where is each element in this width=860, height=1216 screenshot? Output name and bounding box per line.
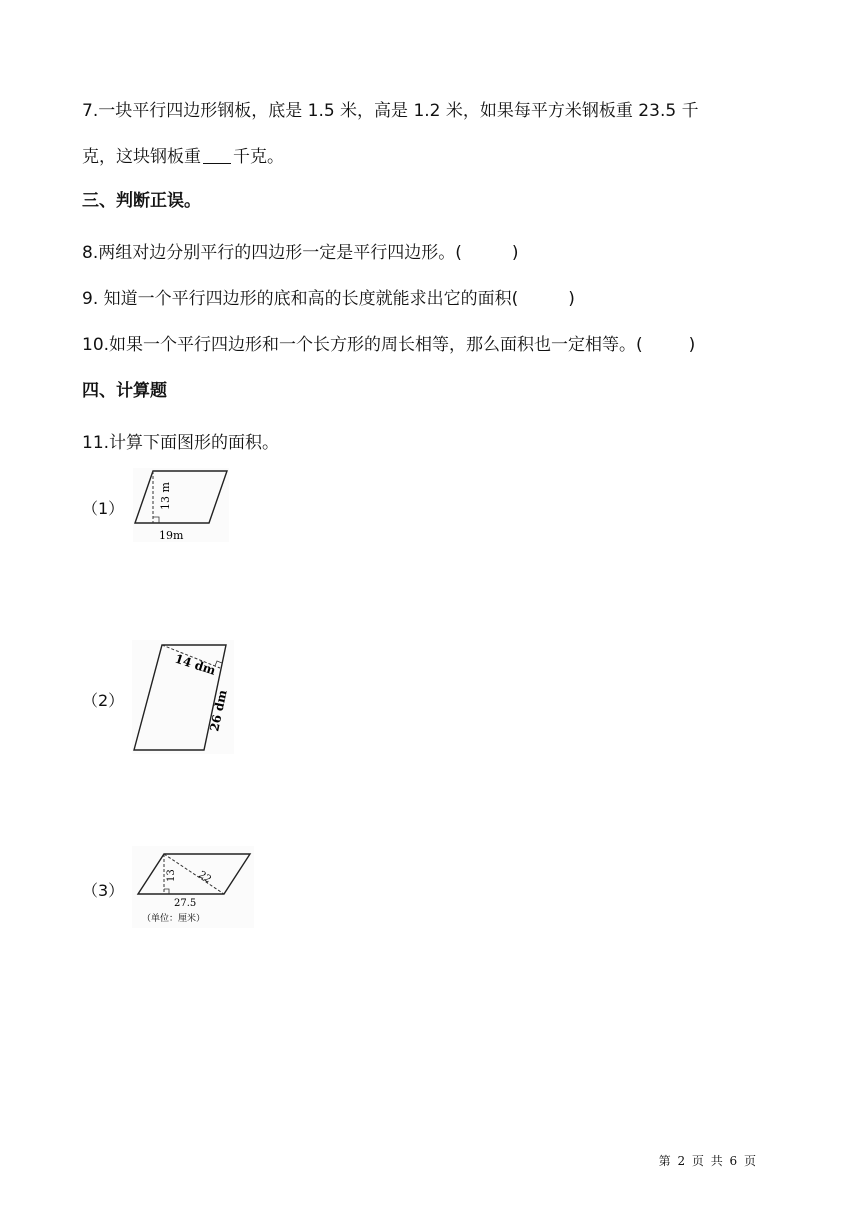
figure-3-height-label: 13 [166,869,177,882]
figure-3-label: （3） [82,881,125,900]
question-9 [82,284,575,309]
figure-1-base-label: 19m [159,529,184,542]
question-7-text-post: 千克。 [233,147,284,167]
question-8-text: 8.两组对边分别平行的四边形一定是平行四边形。( [82,243,462,263]
question-11: 11.计算下面图形的面积。 [82,433,280,453]
figure-2-diagram [132,640,234,754]
figure-3-base-label: 27.5 [174,898,197,909]
section-4-heading: 四、计算题 [82,381,167,401]
question-9-close: ) [568,289,575,309]
figure-3-diagonal-label: 22 [196,869,214,886]
figure-1-label: （1） [82,499,125,518]
figure-2-label: （2） [82,691,125,710]
question-7-line-2 [82,142,284,167]
question-7-line-1: 7.一块平行四边形钢板，底是 1.5 米，高是 1.2 米，如果每平方米钢板重 23.5 千 [82,101,699,121]
figure-3-parallelogram [132,846,254,928]
figure-2-height-label: 14 dm [173,651,218,678]
answer-paren[interactable] [643,335,689,355]
figure-2-parallelogram [132,640,234,754]
figure-1-diagram [133,468,229,542]
figure-3-unit-label: （单位：厘米） [142,914,206,924]
figure-1-parallelogram [133,468,229,542]
question-10-close: ) [688,335,696,355]
question-10 [82,330,695,355]
question-7-text-pre: 克，这块钢板重 [82,147,201,167]
answer-paren[interactable] [518,289,568,309]
page-number: 第 2 页 共 6 页 [658,1154,756,1168]
answer-paren[interactable] [462,243,512,263]
figure-3-diagram [132,846,254,928]
question-8 [82,238,519,263]
question-9-text: 9. 知道一个平行四边形的底和高的长度就能求出它的面积( [82,289,519,309]
figure-1-height-label: 13 m [159,482,172,510]
section-3-heading: 三、判断正误。 [82,191,201,211]
question-10-text: 10.如果一个平行四边形和一个长方形的周长相等，那么面积也一定相等。( [82,335,643,355]
answer-blank[interactable] [203,149,231,164]
question-8-close: ) [511,243,519,263]
figure-2-side-label: 26 dm [207,688,230,733]
